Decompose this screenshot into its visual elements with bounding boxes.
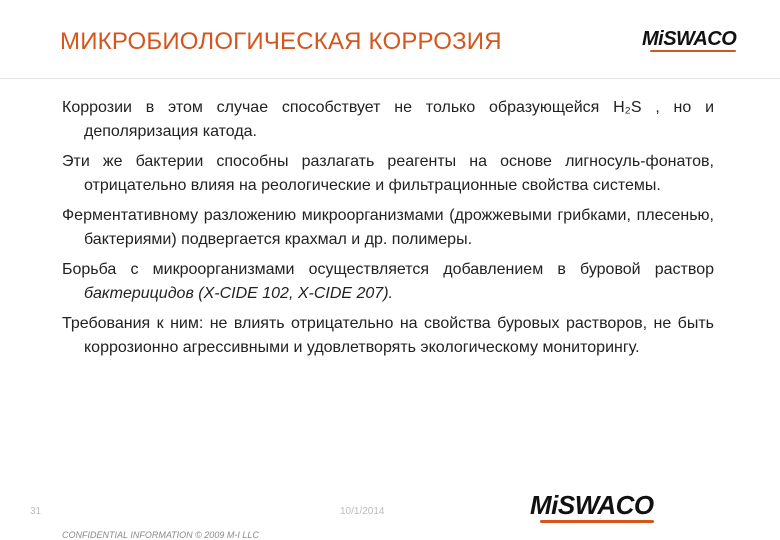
paragraph-4-italic: бактерицидов (X-CIDE 102, X-CIDE 207). xyxy=(84,285,393,302)
paragraph-4 xyxy=(62,258,714,306)
slide-body xyxy=(62,96,714,360)
logo-swoosh-footer-icon xyxy=(540,520,654,523)
paragraph-1: Коррозии в этом случае способствует не только образующейся H₂S , но и деполяризация катода. xyxy=(62,99,714,140)
logo-swoosh-icon xyxy=(650,50,737,52)
paragraph-4-text: Борьба с микроорганизмами осуществляется добавлением в буровой раствор xyxy=(62,261,714,278)
logo-text-footer: MiSWACO xyxy=(530,490,654,520)
confidential-notice: CONFIDENTIAL INFORMATION © 2009 M-I LLC xyxy=(62,530,259,540)
paragraph-3: Ферментативному разложению микроорганизмами (дрожжевыми грибками, плесенью, бактериями) подвергается крахмал и др. полимеры. xyxy=(62,207,714,248)
logo-text: MiSWACO xyxy=(642,28,737,50)
title-divider xyxy=(0,78,780,79)
paragraph-5: Требования к ним: не влиять отрицательно на свойства буровых растворов, не быть коррозионно агрессивными и удовлетворять экологическому мониторингу. xyxy=(62,315,714,356)
slide-title: МИКРОБИОЛОГИЧЕСКАЯ КОРРОЗИЯ xyxy=(60,28,502,55)
footer-date: 10/1/2014 xyxy=(340,506,385,517)
company-logo-footer xyxy=(530,490,654,521)
paragraph-2: Эти же бактерии способны разлагать реагенты на основе лигносуль-фонатов, отрицательно влияя на реологические и фильтрационные свойства системы. xyxy=(62,153,714,194)
page-number: 31 xyxy=(30,506,42,517)
company-logo xyxy=(642,28,736,51)
